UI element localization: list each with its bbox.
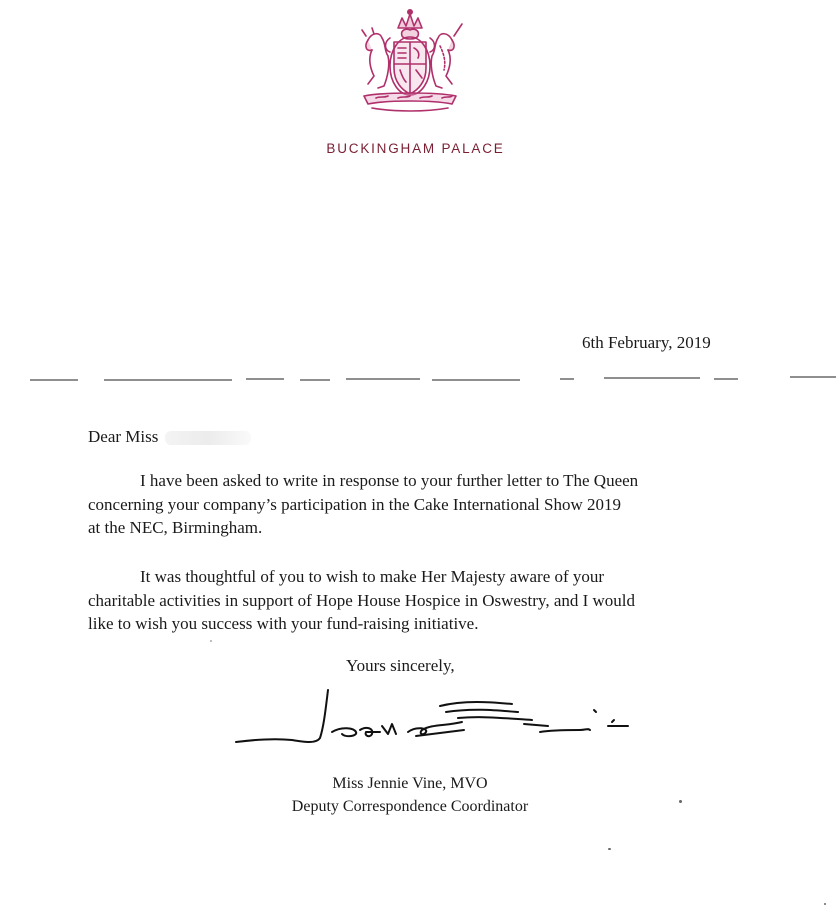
signer-block bbox=[0, 772, 820, 818]
paper-speck bbox=[824, 903, 826, 905]
letter-date: 6th February, 2019 bbox=[582, 333, 711, 352]
paragraph-2 bbox=[88, 565, 635, 636]
closing: Yours sincerely, bbox=[346, 656, 455, 675]
salutation bbox=[88, 427, 251, 447]
royal-crest-icon bbox=[354, 6, 466, 114]
paragraph-line: like to wish you success with your fund-raising initiative. bbox=[88, 614, 479, 633]
paragraph-line: It was thoughtful of you to wish to make Her Majesty aware of your bbox=[140, 567, 605, 586]
paper-speck bbox=[608, 848, 611, 850]
signer-name: Miss Jennie Vine, MVO bbox=[332, 775, 488, 792]
handwritten-signature bbox=[232, 686, 632, 750]
paragraph-line: charitable activities in support of Hope House Hospice in Oswestry, and I would bbox=[88, 590, 636, 610]
paragraph-1 bbox=[88, 469, 638, 540]
paragraph-line: I have been asked to write in response to your further letter to The Queen bbox=[140, 471, 639, 490]
paragraph-line: at the NEC, Birmingham. bbox=[88, 518, 263, 537]
salutation-text: Dear Miss bbox=[88, 427, 159, 446]
letterhead-title: BUCKINGHAM PALACE bbox=[326, 141, 505, 156]
paper-speck bbox=[679, 800, 682, 803]
redacted-name bbox=[165, 431, 251, 445]
signer-title: Deputy Correspondence Coordinator bbox=[291, 798, 529, 815]
paragraph-line: concerning your company’s participation in the Cake International Show 2019 bbox=[88, 494, 622, 514]
paper-speck bbox=[210, 640, 212, 642]
fold-line bbox=[0, 373, 839, 385]
